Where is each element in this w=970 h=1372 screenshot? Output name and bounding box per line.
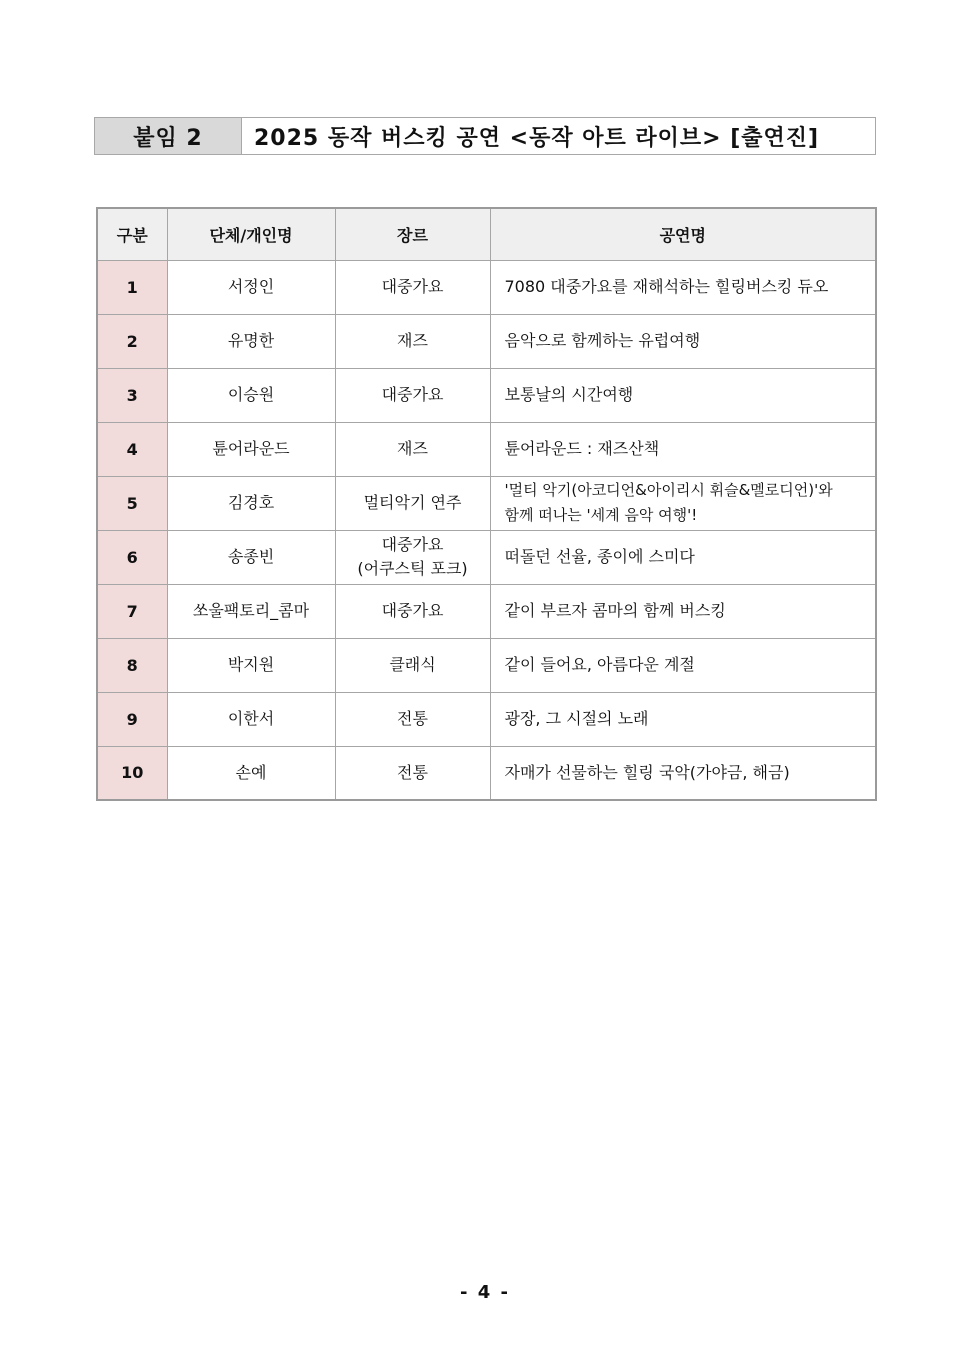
genre [335, 314, 490, 368]
performer-name: 송종빈 [167, 530, 335, 584]
genre [335, 584, 490, 638]
attachment-title-bar [94, 117, 876, 155]
table-row [97, 584, 876, 638]
genre [335, 422, 490, 476]
header-number: 구분 [97, 208, 167, 260]
genre-line-2: (어쿠스틱 포크) [357, 559, 468, 578]
table-row [97, 638, 876, 692]
performer-name: 박지원 [167, 638, 335, 692]
genre-line-1: 멀티악기 연주 [363, 493, 462, 512]
row-number: 2 [97, 314, 167, 368]
performer-name: 손예 [167, 746, 335, 800]
performer-name: 쏘울팩토리_콤마 [167, 584, 335, 638]
title-line-1: 자매가 선물하는 힐링 국악(가야금, 해금) [504, 762, 790, 782]
genre-line-1: 대중가요 [381, 535, 444, 554]
performer-name: 유명한 [167, 314, 335, 368]
genre-line-1: 재즈 [397, 439, 428, 458]
genre-line-1: 전통 [397, 762, 428, 782]
header-performer-name: 단체/개인명 [167, 208, 335, 260]
title-line-1: 같이 들어요, 아름다운 계절 [504, 655, 695, 674]
table-row [97, 476, 876, 530]
row-number: 9 [97, 692, 167, 746]
performance-title [490, 638, 876, 692]
row-number: 1 [97, 260, 167, 314]
genre-line-1: 전통 [397, 709, 428, 728]
table-row [97, 368, 876, 422]
genre-line-1: 대중가요 [381, 385, 444, 404]
genre [335, 692, 490, 746]
performance-title [490, 584, 876, 638]
table-row [97, 314, 876, 368]
table-row [97, 530, 876, 584]
performance-title [490, 422, 876, 476]
genre [335, 368, 490, 422]
page-number: - 4 - [460, 1282, 510, 1303]
row-number: 3 [97, 368, 167, 422]
header-genre: 장르 [335, 208, 490, 260]
performance-title [490, 260, 876, 314]
genre [335, 260, 490, 314]
genre-line-1: 재즈 [397, 331, 428, 350]
performance-title [490, 314, 876, 368]
performer-name: 이한서 [167, 692, 335, 746]
title-line-1: 보통날의 시간여행 [504, 385, 634, 404]
genre [335, 476, 490, 530]
table-header-row [97, 208, 876, 260]
title-line-1: 광장, 그 시절의 노래 [504, 709, 649, 728]
row-number: 4 [97, 422, 167, 476]
performance-title [490, 692, 876, 746]
header-performance-title: 공연명 [490, 208, 876, 260]
row-number: 10 [97, 746, 167, 800]
title-line-1: 튠어라운드 : 재즈산책 [504, 439, 660, 458]
genre [335, 530, 490, 584]
table-row [97, 422, 876, 476]
title-line-1: 음악으로 함께하는 유럽여행 [504, 331, 701, 350]
genre-line-1: 대중가요 [381, 277, 444, 296]
table-row [97, 746, 876, 800]
table-row [97, 260, 876, 314]
row-number: 5 [97, 476, 167, 530]
title-line-1: 같이 부르자 콤마의 함께 버스킹 [504, 601, 726, 620]
genre [335, 746, 490, 800]
attachment-label: 붙임 2 [95, 118, 242, 154]
row-number: 7 [97, 584, 167, 638]
row-number: 8 [97, 638, 167, 692]
table-row [97, 692, 876, 746]
genre [335, 638, 490, 692]
title-line-1: 떠돌던 선율, 종이에 스미다 [504, 547, 695, 566]
attachment-title: 2025 동작 버스킹 공연 <동작 아트 라이브> [출연진] [254, 125, 820, 151]
performer-name: 김경호 [167, 476, 335, 530]
performance-title [490, 746, 876, 800]
row-number: 6 [97, 530, 167, 584]
performance-title [490, 368, 876, 422]
performers-table [96, 207, 877, 801]
genre-line-1: 클래식 [389, 655, 436, 674]
performance-title [490, 530, 876, 584]
title-line-1: 7080 대중가요를 재해석하는 힐링버스킹 듀오 [504, 277, 829, 296]
title-line-2: 함께 떠나는 '세계 음악 여행'! [504, 506, 698, 524]
genre-line-1: 대중가요 [381, 601, 444, 620]
performance-title [490, 476, 876, 530]
performer-name: 이승원 [167, 368, 335, 422]
performer-name: 서정인 [167, 260, 335, 314]
performer-name: 튠어라운드 [167, 422, 335, 476]
title-line-1: '멀티 악기(아코디언&아이리시 휘슬&멜로디언)'와 [504, 481, 833, 499]
